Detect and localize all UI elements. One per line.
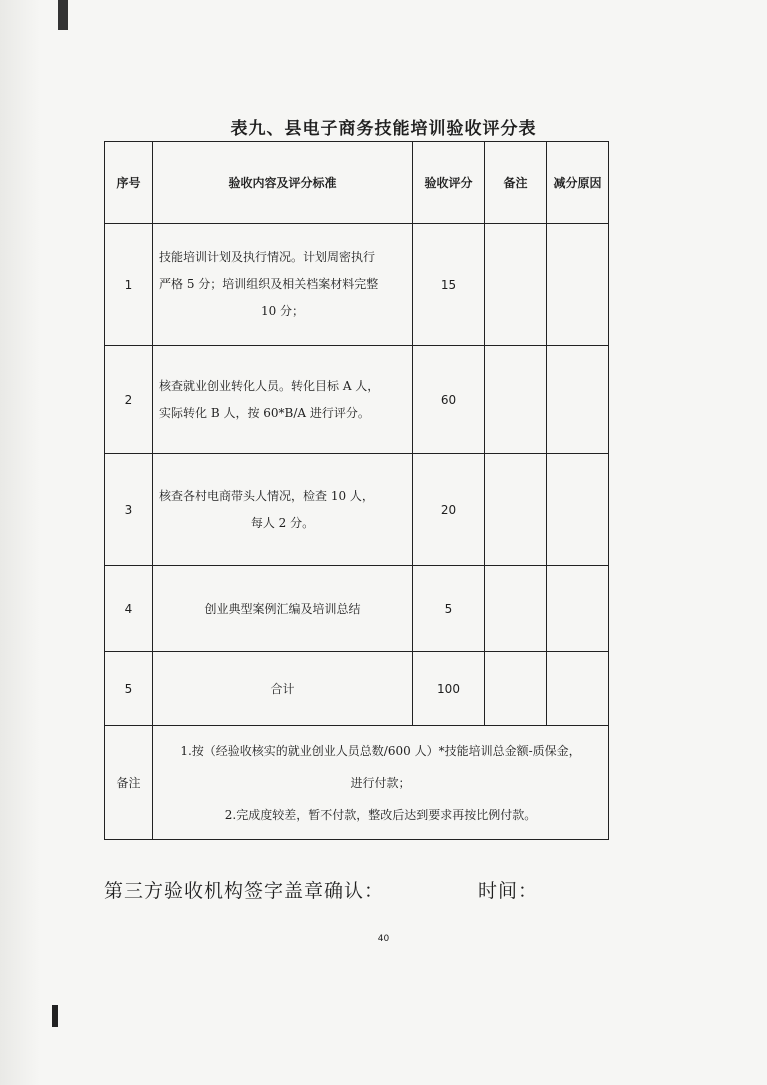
time-label: 时间：: [478, 880, 539, 902]
header-reason: 减分原因: [547, 142, 609, 224]
content-line: 严格 5 分；培训组织及相关档案材料完整: [159, 277, 379, 291]
score-table: [104, 141, 609, 840]
row-no: 4: [105, 566, 153, 652]
row-remark: [485, 454, 547, 566]
page-number: 40: [377, 934, 390, 944]
row-reason: [547, 454, 609, 566]
header-no: 序号: [105, 142, 153, 224]
content-line: 每人 2 分。: [250, 515, 315, 530]
table-header-row: [105, 142, 609, 224]
row-score: 5: [413, 566, 485, 652]
document-title: 表九、县电子商务技能培训验收评分表: [230, 119, 537, 139]
row-reason: [547, 346, 609, 454]
header-content: 验收内容及评分标准: [153, 142, 413, 224]
row-score: 15: [413, 224, 485, 346]
row-reason: [547, 224, 609, 346]
row-no: 1: [105, 224, 153, 346]
note-label: 备注: [105, 726, 153, 840]
scan-mark-top: [58, 0, 68, 30]
row-remark: [485, 346, 547, 454]
row-content: [153, 346, 413, 454]
row-score: 60: [413, 346, 485, 454]
table-row: [105, 566, 609, 652]
note-line: 进行付款；: [350, 775, 411, 790]
row-content: 创业典型案例汇编及培训总结: [153, 566, 413, 652]
scan-mark-bottom: [52, 1005, 58, 1027]
table-row: [105, 346, 609, 454]
row-remark: [485, 652, 547, 726]
content-line: 10 分；: [260, 304, 305, 318]
row-no: 3: [105, 454, 153, 566]
row-no: 2: [105, 346, 153, 454]
row-remark: [485, 224, 547, 346]
header-score: 验收评分: [413, 142, 485, 224]
note-content: [153, 726, 609, 840]
content-line: 核查各村电商带头人情况，检查 10 人，: [159, 488, 374, 503]
row-score: 100: [413, 652, 485, 726]
row-remark: [485, 566, 547, 652]
table-row: [105, 652, 609, 726]
header-remark: 备注: [485, 142, 547, 224]
row-no: 5: [105, 652, 153, 726]
content-line: 实际转化 B 人，按 60*B/A 进行评分。: [159, 405, 370, 420]
table-row: [105, 454, 609, 566]
row-content: [153, 224, 413, 346]
note-line: 2.完成度较差，暂不付款，整改后达到要求再按比例付款。: [224, 807, 537, 822]
row-reason: [547, 566, 609, 652]
table-row: [105, 224, 609, 346]
scan-edge: [0, 0, 40, 1085]
signature-label: 第三方验收机构签字盖章确认：: [104, 880, 385, 902]
row-content: [153, 454, 413, 566]
content-line: 核查就业创业转化人员。转化目标 A 人，: [159, 378, 380, 393]
row-score: 20: [413, 454, 485, 566]
note-row: [105, 726, 609, 840]
note-line: 1.按（经验收核实的就业创业人员总数/600 人）*技能培训总金额-质保金，: [180, 743, 581, 758]
row-reason: [547, 652, 609, 726]
content-line: 技能培训计划及执行情况。计划周密执行: [159, 250, 376, 264]
row-content: 合计: [153, 652, 413, 726]
